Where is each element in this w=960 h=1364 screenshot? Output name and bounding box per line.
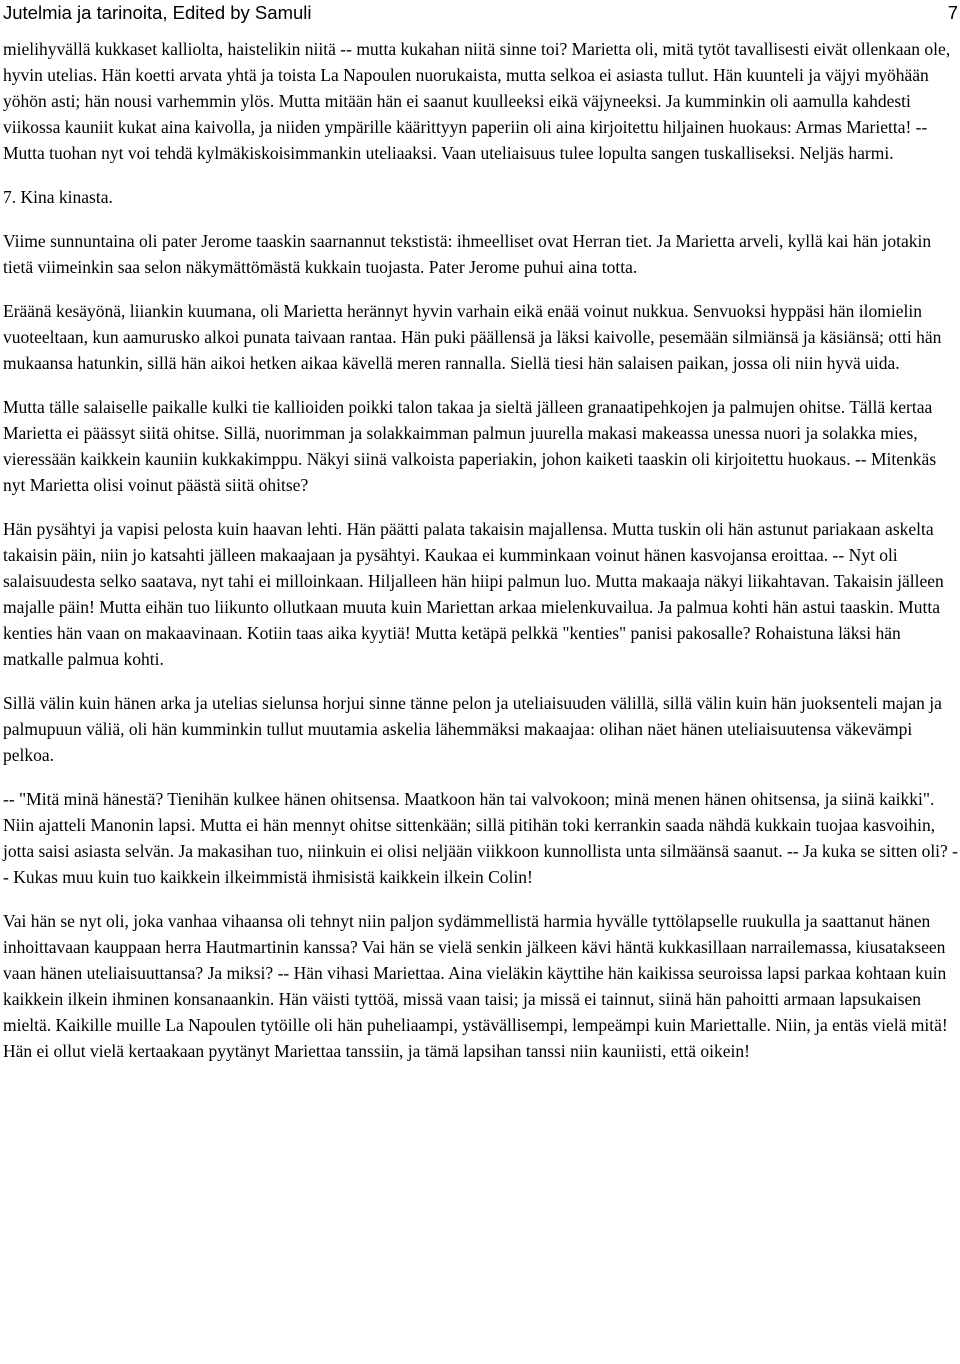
paragraph: Sillä välin kuin hänen arka ja utelias sielunsa horjui sinne tänne pelon ja uteliaisuuden välillä, sillä välin kuin hän juoksenteli majan ja palmupuun väliä, oli hän kumminkin tullut muutamia askelia lähemmäksi makaajaa: olihan näet hänen uteliaisuutensa väkevämpi pelkoa.: [3, 693, 942, 765]
page-number: 7: [947, 2, 958, 23]
paragraph: Hän pysähtyi ja vapisi pelosta kuin haavan lehti. Hän päätti palata takaisin majallensa. Mutta tuskin oli hän astunut pariakaan askelta takaisin päin, niin jo katsahti jälleen makaajaan ja pysähtyi. Kaukaa ei kumminkaan voinut hänen kasvojansa eroittaa. -- Nyt oli salaisuudesta selko saatava, nyt tahi ei milloinkaan. Hiljalleen hän hiipi palmun luo. Mutta makaaja näkyi liikahtavan. Takaisin jälleen majalle päin! Mutta eihän tuo liikunto ollutkaan muuta kuin Mariettan arkaa mielenkuvailua. Ja palmua kohti hän astui taaskin. Mutta kenties hän vaan on makaavinaan. Kotiin taas aika kyytiä! Mutta ketäpä pelkkä "kenties" panisi pakosalle? Rohaistuna läksi hän matkalle palmua kohti.: [3, 519, 944, 669]
chapter-heading: 7. Kina kinasta.: [3, 187, 113, 207]
paragraph: Eräänä kesäyönä, liiankin kuumana, oli Marietta herännyt hyvin varhain eikä enää voinut nukkua. Senvuoksi hyppäsi hän ilomielin vuoteeltaan, kun aamurusko alkoi punata taivaan rantaa. Hän puki päällensä ja läksi kaivolle, pesemään silmiänsä ja käsiänsä; otti hän mukaansa hatunkin, sillä hän aikoi hetken aikaa kävellä meren rannalla. Siellä tiesi hän salaisen paikan, jossa oli niin hyvä uida.: [3, 301, 942, 373]
document-body: [3, 36, 958, 1082]
paragraph: -- "Mitä minä hänestä? Tienihän kulkee hänen ohitsensa. Maatkoon hän tai valvokoon; minä menen hänen ohitsensa, ja siinä kaikki". Niin ajatteli Manonin lapsi. Mutta ei hän mennyt ohitse sittenkään; sillä pitihän toki kerrankin saada nähdä kukkain tuojaa kasvoihin, jotta saisi asiasta selvän. Ja makasihan tuo, niinkuin ei olisi neljään viikkoon kunnollista unta silmäänsä saanut. -- Ja kuka se sitten oli? -- Kukas muu kuin tuo kaikkein ilkeimmistä ihmisistä kaikkein ilkein Colin!: [3, 789, 959, 887]
paragraph: Mutta tälle salaiselle paikalle kulki tie kallioiden poikki talon takaa ja sieltä jälleen granaatipehkojen ja palmujen ohitse. Tällä kertaa Marietta ei päässyt siitä ohitse. Sillä, nuorimman ja solakkaimman palmun juurella makasi makeassa unessa nuori ja solakka mies, vieressään kaikkein kauniin kukkakimppu. Näkyi siinä valkoista paperiakin, johon kaiketi taaskin oli kirjoitettu huokaus. -- Mitenkäs nyt Marietta olisi voinut päästä siitä ohitse?: [3, 397, 937, 495]
paragraph: Vai hän se nyt oli, joka vanhaa vihaansa oli tehnyt niin paljon sydämmellistä harmia hyvälle tyttölapselle ruukulla ja saattanut hänen inhoittavaan kauppaan herra Hautmartinin kanssa? Vai hän se vielä senkin jälkeen kävi häntä kukkasillaan narrailemassa, kiusatakseen vaan hänen uteliaisuuttansa? Ja miksi? -- Hän vihasi Mariettaa. Aina vieläkin käyttihe hän kaikissa seuroissa lapsi parkaa kohtaan kuin kaikkein ilkein ihminen konsanaankin. Hän väisti tyttöä, missä vaan taisi; ja missä ei tainnut, siinä hän pahoitti armaan lapsukaisen mieltä. Kaikille muille La Napoulen tytöille oli hän puheliaampi, ystävällisempi, lempeämpi kuin Mariettalle. Niin, ja entäs vielä mitä! Hän ei ollut vielä kertaakaan pyytänyt Mariettaa tanssiin, ja tämä lapsihan tanssi niin kauniisti, että oikein!: [3, 911, 948, 1061]
paragraph: mielihyvällä kukkaset kalliolta, haistelikin niitä -- mutta kukahan niitä sinne toi? Marietta oli, mitä tytöt tavallisesti eivät ollenkaan ole, hyvin utelias. Hän koetti arvata yhtä ja toista La Napoulen nuorukaista, mutta selkoa ei asiasta tullut. Hän kuunteli ja väjyi myöhään yöhön asti; hän nousi varhemmin ylös. Mutta mitään hän ei saanut kuulleeksi eikä väjyneeksi. Ja kumminkin oli aamulla kahdesti viikossa kauniit kukat aina kaivolla, ja niiden ympärille käärittyyn paperiin oli aina kirjoitettu hiljainen huokaus: Armas Marietta! -- Mutta tuohan nyt voi tehdä kylmäkiskoisimmankin uteliaaksi. Vaan uteliaisuus tulee lopulta sangen tuskalliseksi. Neljäs harmi.: [3, 39, 951, 163]
page-header: [3, 0, 958, 26]
document-title: Jutelmia ja tarinoita, Edited by Samuli: [3, 2, 312, 23]
paragraph: Viime sunnuntaina oli pater Jerome taaskin saarnannut tekstistä: ihmeelliset ovat Herran tiet. Ja Marietta arveli, kyllä kai hän jotakin tietä viimeinkin saa selon näkymättömästä kukkain tuojasta. Pater Jerome puhui aina totta.: [3, 231, 932, 277]
